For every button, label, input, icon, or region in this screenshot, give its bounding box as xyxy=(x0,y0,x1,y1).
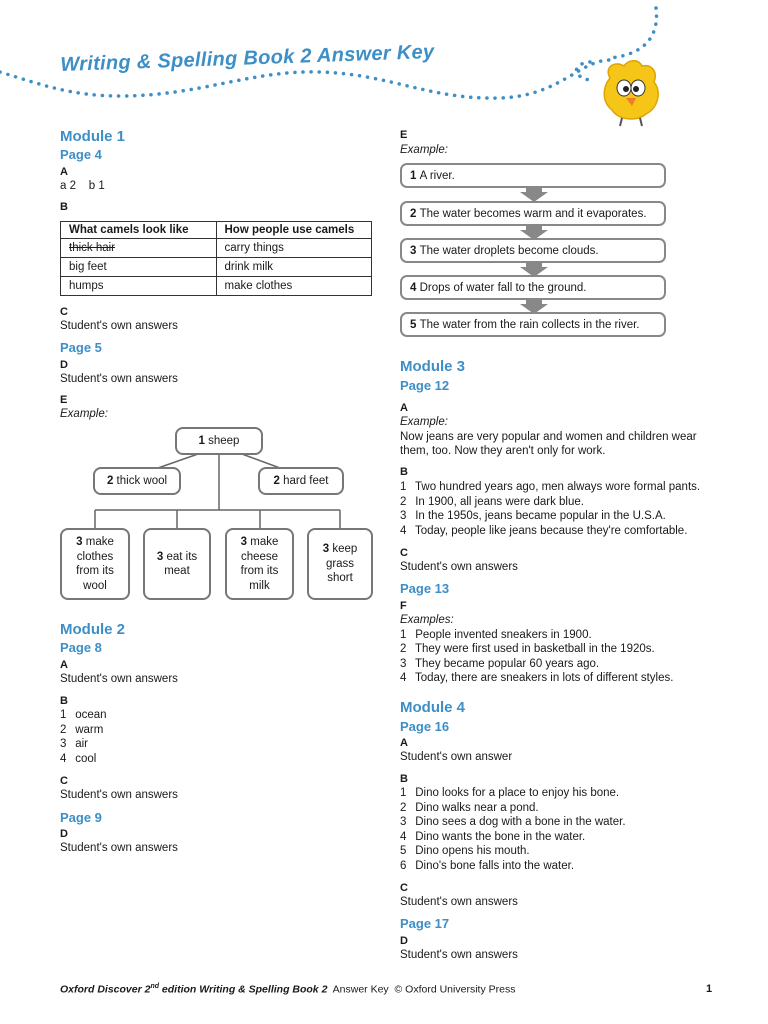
table-cell: thick hair xyxy=(61,239,217,258)
table-header: What camels look like xyxy=(61,222,217,239)
flow-step-4: 4 Drops of water fall to the ground. xyxy=(400,275,666,300)
list-item: 6 Dino's bone falls into the water. xyxy=(400,859,575,872)
list-item: 3 air xyxy=(60,738,88,751)
list-item: 2 Dino walks near a pond. xyxy=(400,801,539,814)
m3-section-b-list xyxy=(400,480,700,538)
right-section-e-label: E xyxy=(400,129,408,141)
page-13-heading: Page 13 xyxy=(400,581,450,596)
list-item: 2 They were first used in basketball in the 1920s. xyxy=(400,643,655,656)
list-item: 2 In 1900, all jeans were dark blue. xyxy=(400,495,584,508)
list-item: 3 Dino sees a dog with a bone in the water. xyxy=(400,816,626,829)
m4-section-d-answer: Student's own answers xyxy=(400,949,518,961)
footer-rest: Answer Key © Oxford University Press xyxy=(327,983,516,996)
tree-leaf-grass: 3 keep grass short xyxy=(307,528,373,600)
page-8-heading: Page 8 xyxy=(60,640,102,655)
m3-section-f-list: Examples: 1 People invented sneakers in 1900. 2 They were first used in basketball in the 1920s. 3 They became popular 60 years ago. 4 Today, there are sneakers in lots of different styles. xyxy=(400,614,674,685)
section-a-answer: a 2 b 1 xyxy=(60,180,105,192)
page-9-heading: Page 9 xyxy=(60,810,102,825)
list-item: 4 Today, there are sneakers in lots of different styles. xyxy=(400,672,674,685)
section-b-label: B xyxy=(60,201,68,213)
list-item: 1 Dino looks for a place to enjoy his bone. xyxy=(400,787,620,799)
module-4-heading: Module 4 xyxy=(400,699,466,716)
tree-leaf-meat: 3 eat its meat xyxy=(143,528,211,600)
page-5-heading: Page 5 xyxy=(60,340,102,355)
m3-section-a-answer: Example: Now jeans are very popular and women and children wear them, too. Now they aren't only for work. xyxy=(400,416,697,458)
module-2-heading: Module 2 xyxy=(60,621,126,638)
section-c-label: C xyxy=(60,306,68,318)
footer-sup: nd xyxy=(150,983,160,990)
flow-step-1: 1 A river. xyxy=(400,163,666,188)
table-cell: drink milk xyxy=(216,258,372,277)
tree-node-thick-wool: 2 thick wool xyxy=(93,467,181,495)
m4-section-d-label: D xyxy=(400,935,408,947)
footer-edition: edition Writing & Spelling Book 2 xyxy=(159,983,328,996)
tree-leaf-cheese: 3 make cheese from its milk xyxy=(225,528,294,600)
m3-section-c-label: C xyxy=(400,547,408,559)
m2-section-c-answer: Student's own answers xyxy=(60,789,178,801)
module-3-heading: Module 3 xyxy=(400,358,466,375)
page-title: Writing & Spelling Book 2 Answer Key xyxy=(60,40,435,76)
section-e-label: E xyxy=(60,394,68,406)
m3-section-f-label: F xyxy=(400,600,407,612)
section-d-answer: Student's own answers xyxy=(60,373,178,385)
m3-section-b-label: B xyxy=(400,466,408,478)
m2-section-a-label: A xyxy=(60,659,68,671)
table-header: How people use camels xyxy=(216,222,372,239)
table-cell: carry things xyxy=(216,239,372,258)
list-item: 4 Today, people like jeans because they're comfortable. xyxy=(400,524,688,537)
list-item: 4 Dino wants the bone in the water. xyxy=(400,830,586,843)
m3-section-a-label: A xyxy=(400,402,408,414)
list-item: 3 In the 1950s, jeans became popular in the U.S.A. xyxy=(400,510,666,523)
section-d-label: D xyxy=(60,359,68,371)
m2-section-b-list xyxy=(60,708,107,766)
m2-section-d-label: D xyxy=(60,828,68,840)
list-item: 5 Dino opens his mouth. xyxy=(400,845,530,858)
table-cell: make clothes xyxy=(216,277,372,296)
table-cell: big feet xyxy=(61,258,217,277)
m2-section-b-label: B xyxy=(60,695,68,707)
m4-section-c-label: C xyxy=(400,882,408,894)
m4-section-a-answer: Student's own answer xyxy=(400,751,513,763)
m2-section-a-answer: Student's own answers xyxy=(60,673,178,685)
tree-node-hard-feet: 2 hard feet xyxy=(258,467,344,495)
right-section-e-example: Example: xyxy=(400,144,448,156)
m4-section-a-label: A xyxy=(400,737,408,749)
footer-series: Oxford Discover 2 xyxy=(60,983,151,996)
page-17-heading: Page 17 xyxy=(400,916,450,931)
list-item: 1 People invented sneakers in 1900. xyxy=(400,628,592,641)
m2-section-d-answer: Student's own answers xyxy=(60,842,178,854)
m4-section-b-label: B xyxy=(400,773,408,785)
section-e-example: Example: xyxy=(60,408,108,420)
section-c-answer: Student's own answers xyxy=(60,320,178,332)
m3-section-c-answer: Student's own answers xyxy=(400,561,518,573)
page-number: 1 xyxy=(706,983,713,995)
flow-step-3: 3 The water droplets become clouds. xyxy=(400,238,666,263)
m4-section-c-answer: Student's own answers xyxy=(400,896,518,908)
page-16-heading: Page 16 xyxy=(400,719,450,734)
list-item: 2 warm xyxy=(60,723,104,736)
module-1-heading: Module 1 xyxy=(60,128,126,145)
flow-step-2: 2 The water becomes warm and it evaporates. xyxy=(400,201,666,226)
page-4-heading: Page 4 xyxy=(60,147,102,162)
footer xyxy=(60,983,515,996)
page-12-heading: Page 12 xyxy=(400,378,450,393)
tree-node-root: 1 sheep xyxy=(175,427,263,455)
list-item: 3 They became popular 60 years ago. xyxy=(400,657,600,670)
table-cell: humps xyxy=(61,277,217,296)
tree-leaf-clothes: 3 make clothes from its wool xyxy=(60,528,130,600)
flow-step-5: 5 The water from the rain collects in the river. xyxy=(400,312,666,337)
m4-section-b-list xyxy=(400,786,626,874)
list-item: 4 cool xyxy=(60,752,97,765)
section-a-label: A xyxy=(60,166,68,178)
list-item: 1 Two hundred years ago, men always wore formal pants. xyxy=(400,481,701,493)
m2-section-c-label: C xyxy=(60,775,68,787)
list-item: 1 ocean xyxy=(60,709,107,721)
